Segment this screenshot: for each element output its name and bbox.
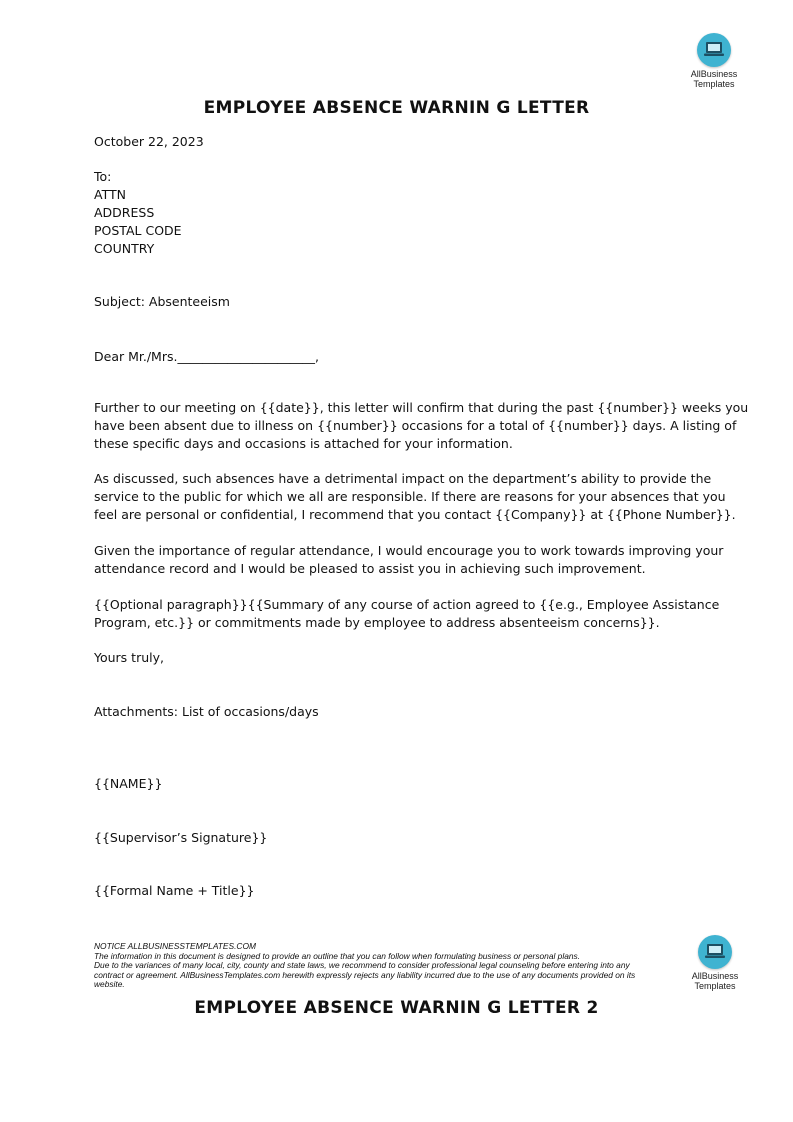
paragraph-3: Given the importance of regular attendance, I would encourage you to work towards improving your attendance record and I would be pleased to assist you in achieving such improvement.: [94, 543, 724, 576]
supervisor-signature: {{Supervisor’s Signature}}: [94, 830, 268, 845]
recipient-to: To:: [94, 169, 112, 184]
laptop-icon: [697, 33, 731, 67]
laptop-icon: [698, 935, 732, 969]
logo-brand-text: AllBusiness Templates: [690, 69, 738, 89]
recipient-attn: ATTN: [94, 187, 126, 202]
recipient-postal-code: POSTAL CODE: [94, 223, 182, 238]
logo-brand-text: AllBusiness Templates: [691, 971, 739, 991]
recipient-address: ADDRESS: [94, 205, 155, 220]
recipient-country: COUNTRY: [94, 241, 155, 256]
paragraph-2: As discussed, such absences have a detrimental impact on the department’s ability to provide the service to the public for which we all are responsible. If there are reasons for your absences that you feel are personal or confidential, I recommend that you contact {{Company}} at {{Phone Number}}.: [94, 471, 736, 522]
allbusiness-logo-footer: [680, 935, 750, 991]
paragraph-1: Further to our meeting on {{date}}, this letter will confirm that during the past {{number}} weeks you have been absent due to illness on {{number}} occasions for a total of {{number}} days. A listing of these specific days and occasions is attached for your information.: [94, 400, 749, 451]
closing: Yours truly,: [94, 650, 164, 665]
letter-date: October 22, 2023: [94, 134, 204, 149]
paragraph-4: {{Optional paragraph}}{{Summary of any course of action agreed to {{e.g., Employee Assistance Program, etc.}} or commitments made by employee to address absenteeism concerns}}.: [94, 597, 720, 630]
subject-line: Subject: Absenteeism: [94, 294, 230, 309]
name-placeholder: {{NAME}}: [94, 776, 163, 791]
formal-name-title: {{Formal Name + Title}}: [94, 883, 255, 898]
footer-title: EMPLOYEE ABSENCE WARNIN G LETTER 2: [194, 998, 599, 1018]
salutation: Dear Mr./Mrs.______________________,: [94, 349, 319, 364]
document-title: EMPLOYEE ABSENCE WARNIN G LETTER: [203, 98, 590, 118]
allbusiness-logo: [679, 33, 749, 89]
attachments-line: Attachments: List of occasions/days: [94, 704, 319, 719]
legal-notice: NOTICE ALLBUSINESSTEMPLATES.COM The information in this document is designed to provide an outline that you can follow when formulating business or personal plans. Due to the variances of many local, city, county and state laws, we recommend to consider professional legal counseling before entering into any contract or agreement. AllBusinessTemplates.com herewith expressly rejects any liability incurred due to the use of any documents provided on its website.: [94, 941, 636, 990]
